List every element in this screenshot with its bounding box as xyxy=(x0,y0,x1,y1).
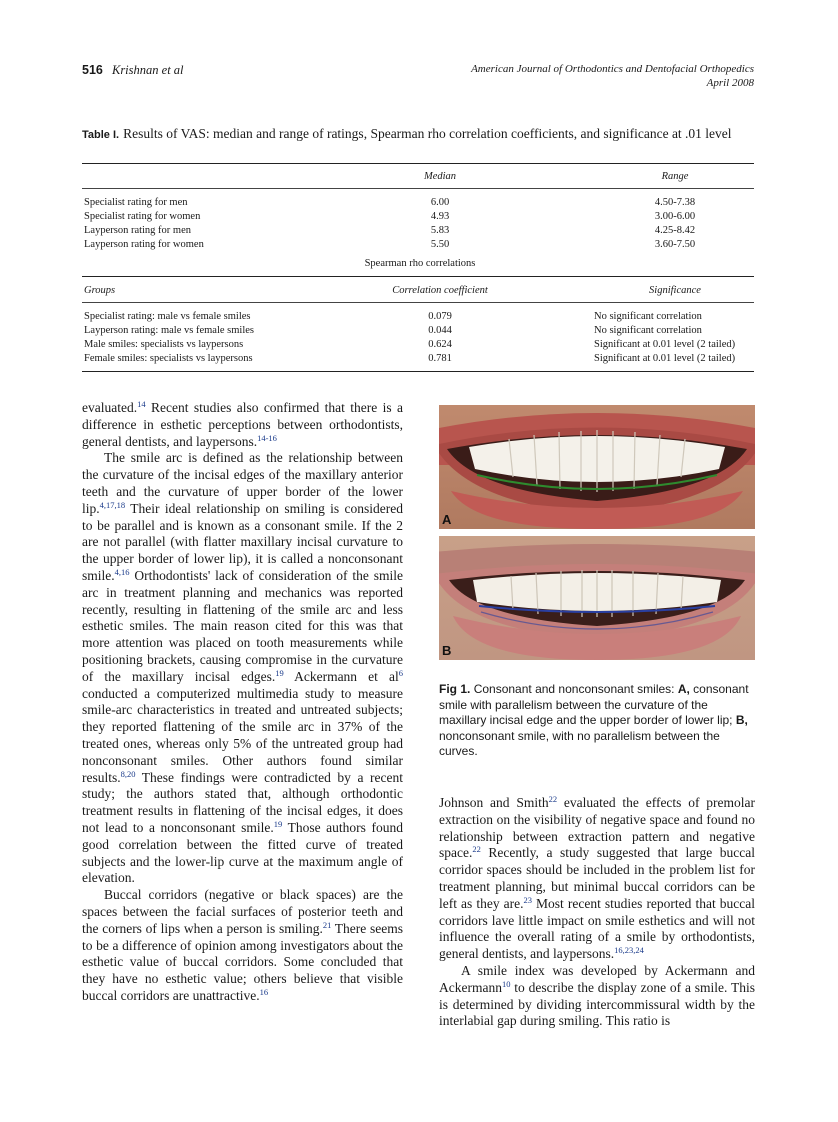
figure-photo-b xyxy=(439,536,755,660)
table-mid-rule xyxy=(82,276,754,277)
corr-row-significance: No significant correlation xyxy=(594,325,702,336)
figure-caption-label: Fig 1. xyxy=(439,682,471,696)
citation-ref[interactable]: 6 xyxy=(398,667,403,678)
table-row-range: 3.00-6.00 xyxy=(654,211,696,222)
corr-row-significance: Significant at 0.01 level (2 tailed) xyxy=(594,339,736,350)
body-paragraph: Buccal corridors (negative or black spaces) are the spaces between the facial surfaces of posterior teeth and the corners of lips when a person is smiling.$^{21}$ There seems to be a difference of opinion among investigators about the esthetic value of buccal corridors. Some concluded that they have no esthetic value; others believe that visible buccal corridors are unattractive.$^{16}$ xyxy=(82,887,403,1003)
figure-caption-text: nonconsonant smile, with no parallelism between the curves. xyxy=(439,728,720,759)
table-row-median: 6.00 xyxy=(430,197,450,208)
table-label: Table I. xyxy=(82,129,120,141)
journal-title: American Journal of Orthodontics and Dentofacial Orthopedics xyxy=(471,63,754,75)
corr-row-significance: No significant correlation xyxy=(594,311,702,322)
citation-ref[interactable]: 23 xyxy=(523,894,532,905)
table-row-label: Layperson rating for men xyxy=(84,225,192,236)
body-paragraph: evaluated.$^{14}$ Recent studies also confirmed that there is a difference in esthetic perceptions between orthodontists, general dentists, and laypersons.$^{14-16}$ xyxy=(82,399,403,449)
spearman-heading: Spearman rho correlations xyxy=(364,258,476,269)
table-bottom-rule xyxy=(82,371,754,372)
citation-ref[interactable]: 16,23,24 xyxy=(614,945,644,956)
citation-ref[interactable]: 8,20 xyxy=(120,768,136,779)
table-header-groups: Groups xyxy=(84,285,116,296)
table-header-median: Median xyxy=(423,171,457,182)
figure-label-a: A xyxy=(442,512,452,527)
table-header-significance: Significance xyxy=(649,285,701,296)
corr-row-group: Specialist rating: male vs female smiles xyxy=(84,311,251,322)
table-row-label: Specialist rating for women xyxy=(84,211,201,222)
citation-ref[interactable]: 16 xyxy=(259,986,269,997)
corr-row-coefficient: 0.079 xyxy=(428,311,452,322)
figure-caption xyxy=(439,682,755,760)
citation-ref[interactable]: 22 xyxy=(548,794,558,804)
left-text-column xyxy=(82,400,403,1005)
citation-ref[interactable]: 19 xyxy=(275,667,284,678)
page-number: 516 xyxy=(82,63,103,77)
issue-date: April 2008 xyxy=(706,76,754,89)
corr-row-significance: Significant at 0.01 level (2 tailed) xyxy=(594,353,736,364)
right-text-column xyxy=(439,795,755,1030)
body-paragraph: The smile arc is defined as the relationship between the curvature of the incisal edges of the maxillary anterior teeth and the curvature of upper border of the lower lip.$^{4,17,18}$ Their ideal relationship on smiling is considered to be parallel and is known as a consonant smile. If the 2 are not parallel (with flatter maxillary incisal curvature to the upper border of lower lip), it is called a nonconsonant smile.$^{4,16}$ Orthodontists' lack of consideration of the smile arc in treatment planning and mechanics was reported recently, resulting in flattening of the smile arc and less esthetic smiles. The main reason cited for this was that more attention was placed on tooth measurements while positioning brackets, causing compromise in the curvature of the maxillary incisal edges.$^{19}$ Ackermann et $al^6$ conducted a computerized multimedia study to measure smile-arc characteristics in treated and untreated subjects; they reported flattening of the smile arc in 37% of the treated ones, whereas only 5% of the untreated group had nonconsonant smiles. Other authors found similar results.$^{8,20}$ These findings were contradicted by a recent study; the authors stated that, although orthodontic treatment results in flattening of the incisal edges, it does not lead to a nonconsonant smile.$^{19}$ Those authors found good correlation between the fitted curve of treated subjects and the lower-lip curve at the maximum angle of elevation. xyxy=(82,450,403,886)
citation-ref[interactable]: 19 xyxy=(273,818,283,829)
citation-ref[interactable]: 22 xyxy=(472,844,481,855)
citation-ref[interactable]: 10 xyxy=(501,978,511,989)
running-header-left xyxy=(82,63,184,78)
citation-ref[interactable]: 21 xyxy=(322,919,332,930)
table-row-range: 4.25-8.42 xyxy=(654,225,696,236)
table-row-label: Specialist rating for men xyxy=(84,197,188,208)
table-top-rule xyxy=(82,163,754,164)
figure-caption-text: Consonant and nonconsonant smiles: xyxy=(473,682,678,696)
citation-ref[interactable]: 4,16 xyxy=(114,566,130,577)
running-authors: Krishnan et al xyxy=(111,63,184,77)
table-row-median: 4.93 xyxy=(430,211,450,222)
table-header-range: Range xyxy=(661,171,689,182)
corr-row-group: Female smiles: specialists vs laypersons xyxy=(84,353,253,364)
body-paragraph: A smile index was developed by Ackermann and Ackermann$^{10}$ to describe the display zone of a smile. This is determined by dividing intercommissural width by the interlabial gap during smiling. This ratio is xyxy=(439,962,755,1029)
table-caption-text: Results of VAS: median and range of ratings, Spearman rho correlation coefficients, and significance at .01 level xyxy=(123,126,732,141)
table-row-median: 5.50 xyxy=(430,239,450,250)
table-row-range: 4.50-7.38 xyxy=(654,197,696,208)
corr-row-group: Male smiles: specialists vs laypersons xyxy=(84,339,244,350)
figure-label-b: B xyxy=(442,643,452,658)
corr-row-coefficient: 0.044 xyxy=(428,325,452,336)
table-header-rule-2 xyxy=(82,302,754,303)
figure-caption-text: consonant smile with parallelism between the curvature of the maxillary incisal edge and the upper border of lower lip; xyxy=(439,682,749,728)
corr-row-coefficient: 0.781 xyxy=(428,353,452,364)
body-paragraph: Johnson and Smith$^{22}$ evaluated the effects of premolar extraction on the visibility of negative space and found no relationship between extraction pattern and negative space.$^{22}$ Recently, a study suggested that large buccal corridor spaces should be included in the problem list for treatment planning, but minimal buccal corridors can be left as they are.$^{23}$ Most recent studies reported that buccal corridors lave little impact on smile esthetics and will not influence the overall rating of a smile by orthodontists, general dentists, and laypersons.$^{16,23,24}$ xyxy=(439,794,755,962)
citation-ref[interactable]: 14-16 xyxy=(257,432,277,443)
figure-caption-b: B, xyxy=(735,713,748,728)
corr-row-coefficient: 0.624 xyxy=(428,339,452,350)
table-row-label: Layperson rating for women xyxy=(84,239,204,250)
table-row-range: 3.60-7.50 xyxy=(654,239,696,250)
table-row-median: 5.83 xyxy=(430,225,450,236)
table-header-rule xyxy=(82,188,754,189)
corr-row-group: Layperson rating: male vs female smiles xyxy=(84,325,254,336)
table-header-coefficient: Correlation coefficient xyxy=(392,285,488,296)
figure-photo-a xyxy=(439,405,755,529)
running-header-right xyxy=(394,63,754,90)
citation-ref[interactable]: 4,17,18 xyxy=(99,499,126,510)
table-caption xyxy=(82,126,754,144)
figure-caption-a: A, xyxy=(677,682,690,696)
citation-ref[interactable]: 14 xyxy=(137,399,146,409)
